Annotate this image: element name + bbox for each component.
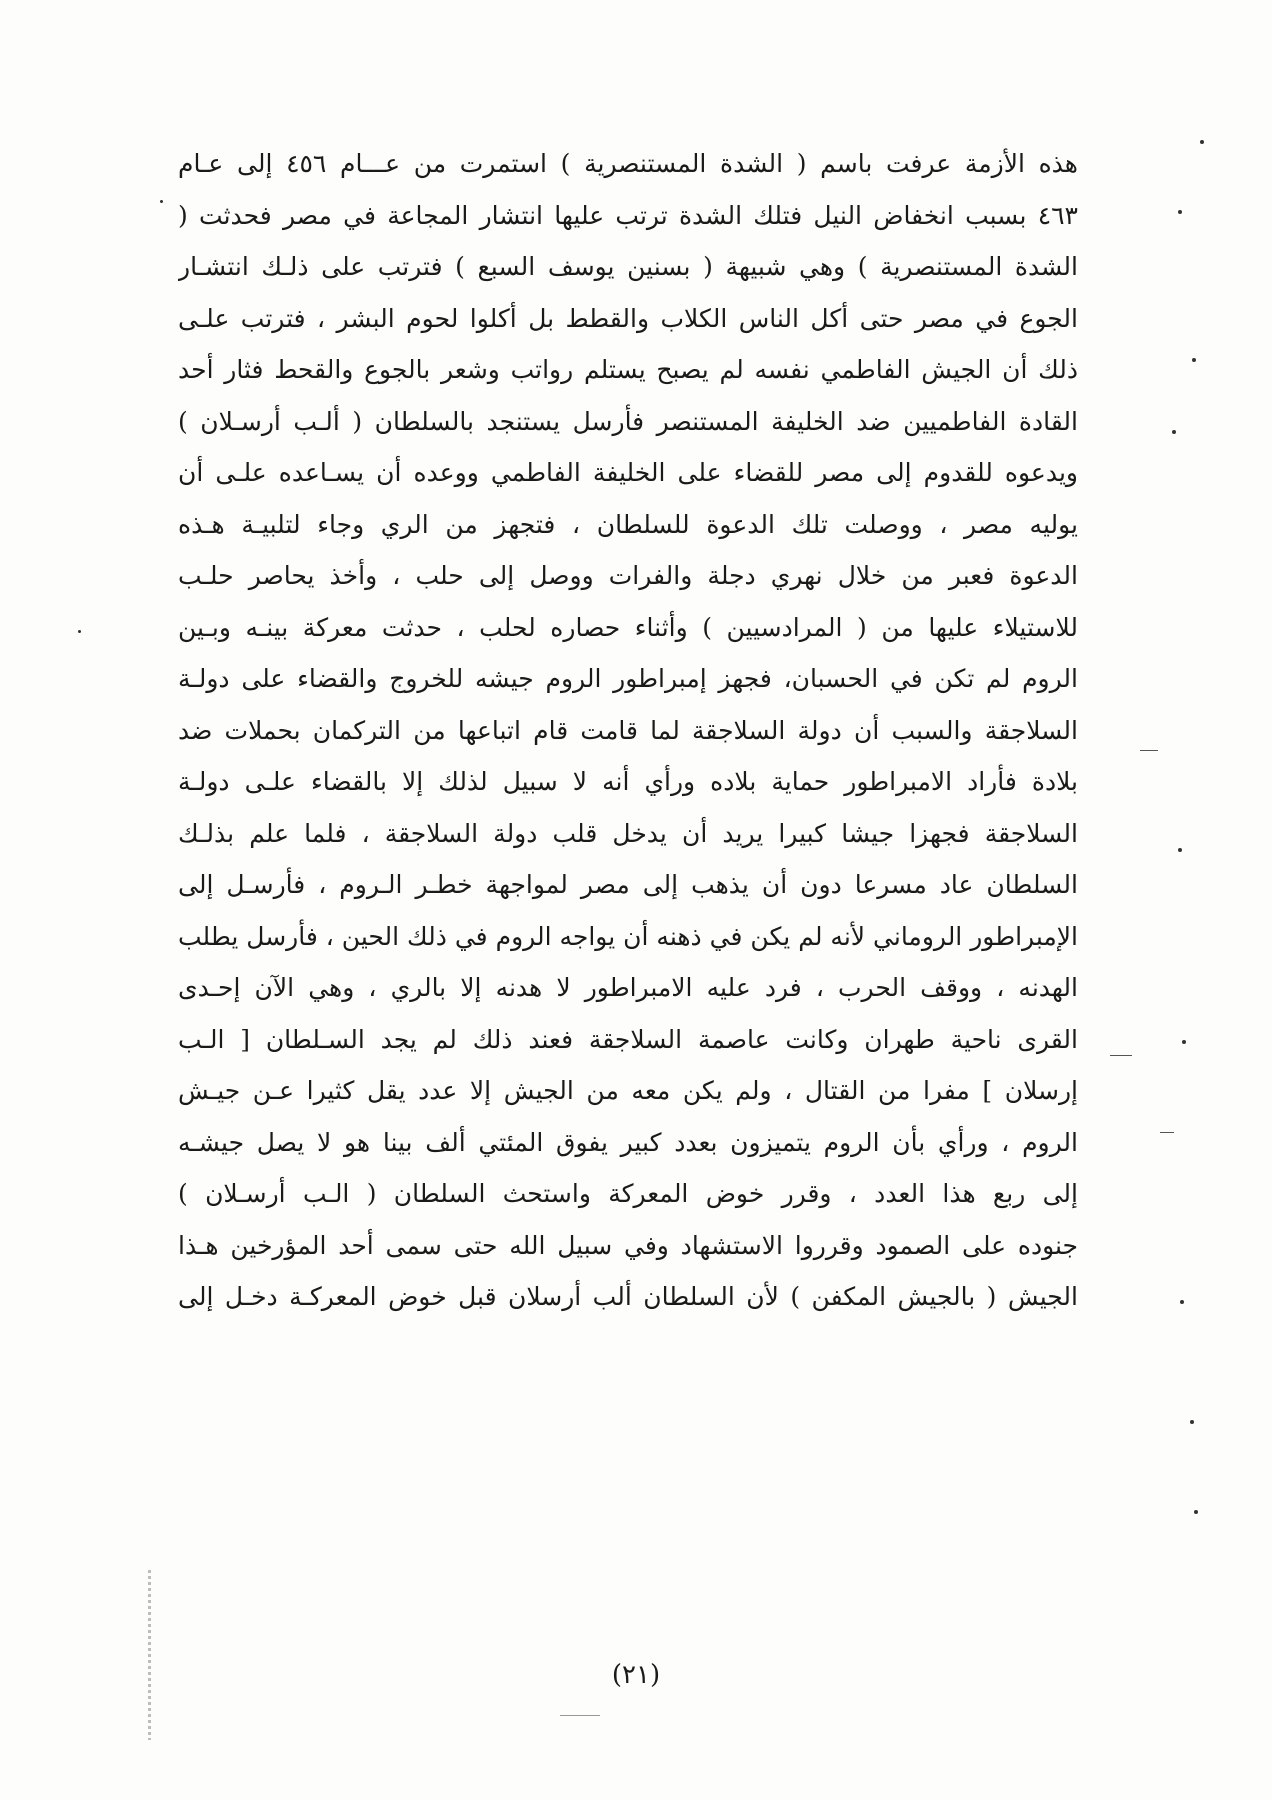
scan-dash [1110, 1055, 1132, 1056]
text-line-2: ٤٦٣ بسبب انخفاض النيل فتلك الشدة ترتب عليها انتشار المجاعة في مصر فحدثت ( [178, 200, 1078, 230]
scan-dash [560, 1715, 600, 1716]
text-line-10: للاستيلاء عليها من ( المرادسيين ) وأثناء حصاره لحلب ، حدثت معركة بينـه وبـين [178, 612, 1078, 642]
scan-speck [1190, 1420, 1194, 1424]
scan-artifact-strip [148, 1570, 151, 1740]
scan-dash [1160, 1132, 1174, 1133]
text-line-14: السلاجقة فجهزا جيشا كبيرا يريد أن يدخل قلب دولة السلاجقة ، فلما علم بذلـك [178, 818, 1078, 848]
text-line-22: جنوده على الصمود وقرروا الاستشهاد وفي سبيل الله حتى سمى أحد المؤرخين هـذا [178, 1230, 1078, 1260]
text-line-16: الإمبراطور الروماني لأنه لم يكن في ذهنه أن يواجه الروم في ذلك الحين ، فأرسل يطلب [178, 921, 1078, 951]
text-line-11: الروم لم تكن في الحسبان، فجهز إمبراطور الروم جيشه للخروج والقضاء على دولـة [178, 664, 1078, 693]
text-line-17: الهدنه ، ووقف الحرب ، فرد عليه الامبراطور لا هدنه إلا بالري ، وهي الآن إحـدى [178, 973, 1078, 1002]
text-line-23: الجيش ( بالجيش المكفن ) لأن السلطان ألب أرسلان قبل خوض المعركـة دخـل إلى [178, 1282, 1078, 1311]
scan-speck [1182, 1040, 1186, 1044]
text-line-8: يوليه مصر ، ووصلت تلك الدعوة للسلطان ، فتجهز من الري وجاء لتلبيـة هـذه [178, 509, 1078, 539]
body-text [178, 138, 1078, 1323]
scan-speck [160, 200, 163, 203]
scan-speck [1200, 140, 1204, 144]
scan-speck [1178, 210, 1182, 214]
text-line-12: السلاجقة والسبب أن دولة السلاجقة لما قامت قام اتباعها من التركمان بحملات ضد [178, 715, 1078, 745]
text-line-1: هذه الأزمة عرفت باسم ( الشدة المستنصرية ) استمرت من عـــام ٤٥٦ إلى عـام [178, 149, 1078, 178]
text-line-13: بلادة فأراد الامبراطور حماية بلاده ورأي أنه لا سبيل لذلك إلا بالقضاء علـى دولـة [178, 767, 1078, 796]
text-line-3: الشدة المستنصرية ) وهي شبيهة ( بسنين يوسف السبع ) فترتب على ذلـك انتشـار [178, 252, 1078, 281]
text-line-21: إلى ربع هذا العدد ، وقرر خوض المعركة واستحث السلطان ( الـب أرسـلان ) [178, 1179, 1078, 1208]
text-line-19: إرسلان ] مفرا من القتال ، ولم يكن معه من الجيش إلا عدد يقل كثيرا عـن جيـش [178, 1076, 1078, 1105]
scan-speck [1192, 358, 1196, 362]
scan-speck [1194, 1510, 1198, 1514]
text-line-6: القادة الفاطميين ضد الخليفة المستنصر فأرسل يستنجد بالسلطان ( ألـب أرسـلان ) [178, 406, 1078, 436]
text-line-7: ويدعوه للقدوم إلى مصر للقضاء على الخليفة الفاطمي ووعده أن يسـاعده علـى أن [178, 458, 1078, 487]
text-line-18: القرى ناحية طهران وكانت عاصمة السلاجقة فعند ذلك لم يجد السـلطان [ الـب [178, 1024, 1078, 1054]
page-number: (٢١) [611, 1660, 661, 1690]
text-line-5: ذلك أن الجيش الفاطمي نفسه لم يصبح يستلم رواتب وشعر بالجوع والقحط فثار أحد [178, 355, 1078, 384]
text-line-20: الروم ، ورأي بأن الروم يتميزون بعدد كبير يفوق المئتي ألف بينا هو لا يصل جيشـه [178, 1127, 1078, 1157]
scan-speck [1178, 848, 1182, 852]
scan-dash [1140, 750, 1158, 751]
text-line-15: السلطان عاد مسرعا دون أن يذهب إلى مصر لمواجهة خطـر الـروم ، فأرسـل إلى [178, 870, 1078, 899]
text-line-9: الدعوة فعبر من خلال نهري دجلة والفرات ووصل إلى حلب ، وأخذ يحاصر حلـب [178, 561, 1078, 590]
scan-speck [1172, 430, 1176, 434]
scan-speck [78, 630, 81, 633]
text-line-4: الجوع في مصر حتى أكل الناس الكلاب والقطط بل أكلوا لحوم البشر ، فترتب علـى [178, 303, 1078, 333]
scan-speck [1180, 1300, 1184, 1304]
